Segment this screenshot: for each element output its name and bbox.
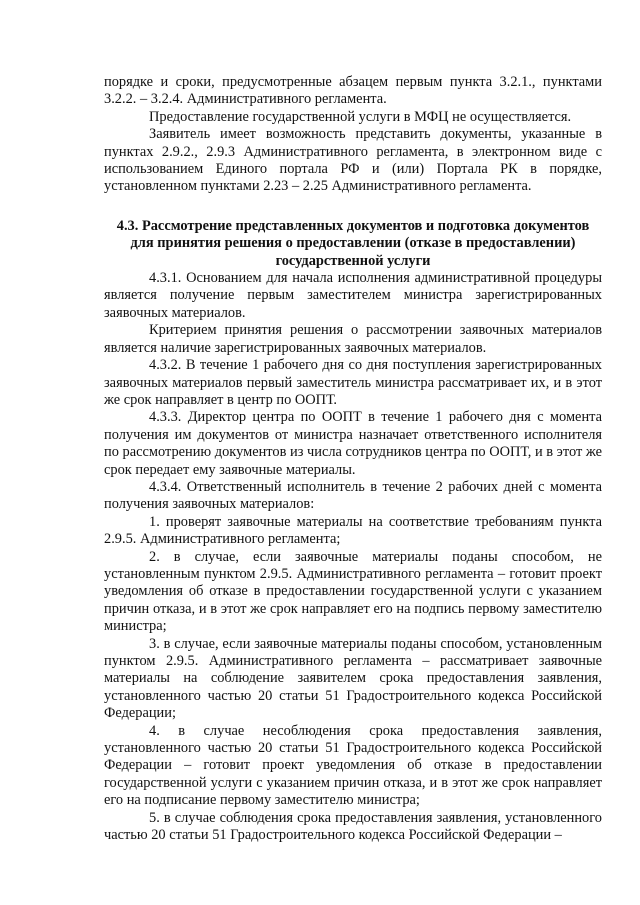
section-gap bbox=[104, 196, 602, 218]
list-item: 5. в случае соблюдения срока предоставления заявления, установленного частью 20 статьи 51 Градостроительного кодекса Российской Федерации – bbox=[104, 809, 602, 844]
section-heading: 4.3. Рассмотрение представленных документов и подготовка документов для принятия решения о предоставлении (отказе в предоставлении) государственной услуги bbox=[116, 217, 590, 269]
intro-paragraph-electronic: Заявитель имеет возможность представить документы, указанные в пунктах 2.9.2., 2.9.3 Административного регламента, в электронном виде с использованием Единого портала РФ и (или) Портала РК в порядке, установленном пунктами 2.23 – 2.25 Административного регламента. bbox=[104, 126, 602, 195]
intro-paragraph-continued: порядке и сроки, предусмотренные абзацем первым пункта 3.2.1., пунктами 3.2.2. – 3.2.4. Административного регламента. bbox=[104, 74, 602, 108]
list-item: 1. проверят заявочные материалы на соответствие требованиям пункта 2.9.5. Административного регламента; bbox=[104, 513, 602, 548]
actions-list bbox=[104, 514, 602, 845]
intro-paragraph-mfc: Предоставление государственной услуги в МФЦ не осуществляется. bbox=[149, 108, 572, 125]
list-item: 4. в случае несоблюдения срока предоставления заявления, установленного частью 20 статьи 51 Градостроительного кодекса Российской Федерации – готовит проект уведомления об отказе в предоставлении государственной услуги с указанием причин отказа, и в этот же срок направляет его на подписание первому заместителю министра; bbox=[104, 722, 602, 809]
list-item: 3. в случае, если заявочные материалы поданы способом, установленным пунктом 2.9.5. Административного регламента – рассматривает заявочные материалы на соблюдение заявителем срока предоставления заявления, установленного частью 20 статьи 51 Градостроительного кодекса Российской Федерации; bbox=[104, 635, 602, 722]
paragraph-4-3-4: 4.3.4. Ответственный исполнитель в течение 2 рабочих дней с момента получения заявочных материалов: bbox=[104, 478, 602, 513]
paragraph-4-3-3: 4.3.3. Директор центра по ООПТ в течение 1 рабочего дня с момента получения им документов от министра назначает ответственного исполнителя по рассмотрению документов из числа сотрудников центра по ООПТ, и в этот же срок передает ему заявочные материалы. bbox=[104, 409, 602, 478]
paragraph-4-3-1: 4.3.1. Основанием для начала исполнения административной процедуры является получение первым заместителем министра зарегистрированных заявочных материалов. bbox=[104, 270, 602, 321]
paragraph-criterion: Критерием принятия решения о рассмотрении заявочных материалов является наличие зарегистрированных заявочных материалов. bbox=[104, 322, 602, 356]
paragraph-4-3-2: 4.3.2. В течение 1 рабочего дня со дня поступления зарегистрированных заявочных материалов первый заместитель министра рассматривает их, и в этот же срок направляет в центр по ООПТ. bbox=[104, 357, 602, 408]
list-item: 2. в случае, если заявочные материалы поданы способом, не установленным пунктом 2.9.5. Административного регламента – готовит проект уведомления об отказе в предоставлении государственной услуги с указанием причин отказа, и в этот же срок направляет его на подпись первому заместителю министра; bbox=[104, 548, 602, 635]
